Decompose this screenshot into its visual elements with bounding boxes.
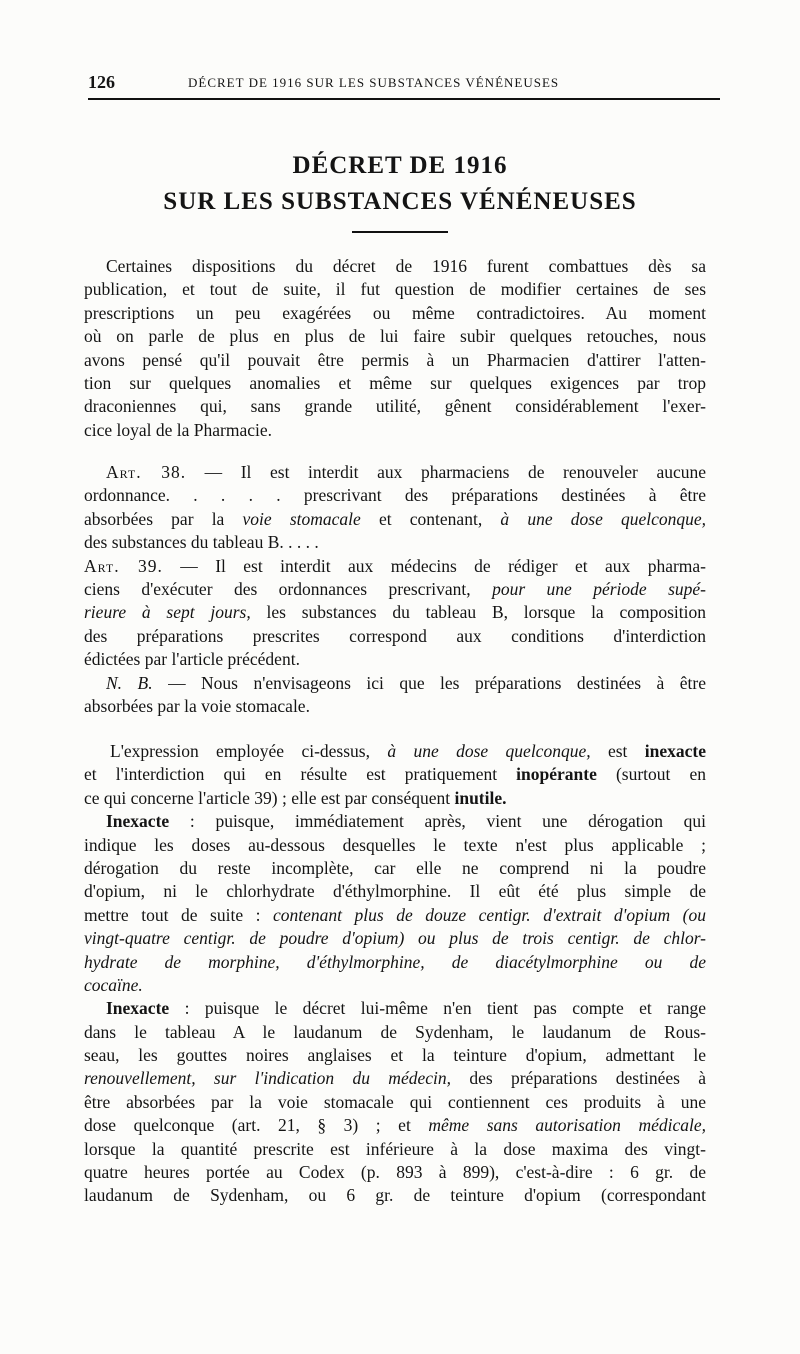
text-line — [106, 810, 706, 833]
text-line — [84, 951, 706, 974]
text-span: — Il est interdit aux médecins de rédiger et aux pharma- — [180, 555, 706, 576]
text-span: des préparations destinées à — [469, 1068, 706, 1089]
text-line: indique les doses au-dessous desquelles le texte n'est plus applicable ; — [84, 834, 706, 855]
text-span: — Il est interdit aux pharmaciens de renouveler aucune — [204, 462, 706, 482]
article-39-label: Art. 39. — [84, 555, 163, 576]
article-39-line — [84, 555, 706, 578]
note-label: N. B. — [106, 672, 153, 693]
note-line — [106, 672, 706, 695]
text-line: draconiennes qui, sans grande utilité, gênent considérablement l'exer- — [84, 396, 706, 417]
text-line — [84, 508, 706, 531]
strong-term: inexacte — [644, 741, 706, 761]
text-span: — Nous n'envisageons ici que les préparations destinées à être — [168, 672, 706, 693]
text-line: absorbées par la voie stomacale. — [84, 695, 310, 716]
text-span: et contenant, — [378, 508, 483, 529]
text-line — [84, 763, 706, 786]
strong-term: inutile. — [454, 787, 507, 808]
text-line: édictées par l'article précédent. — [84, 649, 300, 670]
text-line: des préparations prescrites correspond aux conditions d'interdiction — [84, 625, 706, 646]
strong-term: Inexacte — [106, 811, 170, 832]
chapter-title-line1: DÉCRET DE 1916 — [292, 152, 508, 179]
emphasis: même sans autorisation médicale, — [428, 1115, 706, 1136]
article-38-line — [106, 461, 706, 484]
chapter-title-line2: SUR LES SUBSTANCES VÉNÉNEUSES — [163, 188, 637, 215]
text-line — [110, 740, 706, 763]
text-line: ordonnance. . . . . prescrivant des préparations destinées à être — [84, 485, 706, 506]
text-line: être absorbées par la voie stomacale qui contiennent ces produits à une — [84, 1091, 706, 1112]
text-line — [84, 974, 706, 997]
text-span: L'expression employée ci-dessus, — [110, 741, 370, 761]
text-line: lorsque la quantité prescrite est inférieure à la dose maxima des vingt- — [84, 1138, 706, 1159]
text-line — [84, 1114, 706, 1137]
page-number: 126 — [88, 72, 115, 92]
text-span: (surtout en — [615, 764, 706, 785]
text-line — [84, 787, 706, 810]
text-line: où on parle de plus en plus de lui faire subir quelques retouches, nous — [84, 326, 706, 347]
text-span: ciens d'exécuter des ordonnances prescrivant, — [84, 578, 471, 599]
text-line: tion sur quelques anomalies et même sur quelques exigences par trop — [84, 372, 706, 393]
text-line: laudanum de Sydenham, ou 6 gr. de teinture d'opium (correspondant — [84, 1185, 706, 1206]
running-title: DÉCRET DE 1916 SUR LES SUBSTANCES VÉNÉNEUSES — [188, 75, 560, 90]
strong-term: inopérante — [516, 764, 597, 785]
text-line: quatre heures portée au Codex (p. 893 à 899), c'est-à-dire : 6 gr. de — [84, 1162, 706, 1183]
text-line: avons pensé qu'il pouvait être permis à un Pharmacien d'attirer l'atten- — [84, 349, 706, 370]
discussion-paragraph — [84, 740, 706, 1208]
article-38-label: Art. 38. — [106, 462, 187, 482]
title-divider — [352, 231, 448, 233]
text-line: prescriptions un peu exagérées ou même contradictoires. Au moment — [84, 302, 706, 323]
emphasis: vingt-quatre centigr. de poudre d'opium) ou plus de trois centigr. de chlor- — [84, 928, 706, 949]
emphasis: cocaïne. — [84, 974, 143, 995]
text-line: publication, et tout de suite, il fut question de modifier certaines de ses — [84, 279, 706, 300]
text-line: des substances du tableau B. . . . . — [84, 532, 319, 553]
strong-term: Inexacte — [106, 998, 170, 1019]
text-line — [106, 997, 706, 1020]
text-span: les substances du tableau B, lorsque la composition — [266, 602, 706, 623]
text-span: : puisque, immédiatement après, vient une dérogation qui — [189, 811, 706, 832]
emphasis: hydrate de morphine, d'éthylmorphine, de diacétylmorphine ou de — [84, 951, 706, 972]
text-line — [84, 601, 706, 624]
emphasis: pour une période supé- — [492, 578, 706, 599]
articles-quote — [84, 461, 706, 718]
text-span: est — [607, 741, 628, 761]
emphasis: à une dose quelconque, — [500, 508, 706, 529]
emphasis: contenant plus de douze centigr. d'extrait d'opium (ou — [273, 904, 706, 925]
text-line: cice loyal de la Pharmacie. — [84, 419, 273, 440]
intro-paragraph — [84, 255, 706, 442]
text-span: mettre tout de suite : — [84, 904, 261, 925]
text-line: dérogation du reste incomplète, car elle ne comprend ni la poudre — [84, 857, 706, 878]
text-line: Certaines dispositions du décret de 1916 furent combattues dès sa — [106, 256, 706, 276]
text-line — [84, 1067, 706, 1090]
text-span: : puisque le décret lui-même n'en tient pas compte et range — [184, 998, 706, 1019]
emphasis: voie stomacale — [242, 508, 361, 529]
text-span: et l'interdiction qui en résulte est pratiquement — [84, 764, 498, 785]
text-span: ce qui concerne l'article 39) ; elle est par conséquent — [84, 787, 451, 808]
text-line: seau, les gouttes noires anglaises et la teinture d'opium, admettant le — [84, 1045, 706, 1066]
text-line — [84, 578, 706, 601]
text-span: absorbées par la — [84, 508, 225, 529]
text-line: dans le tableau A le laudanum de Sydenham, le laudanum de Rous- — [84, 1021, 706, 1042]
text-line — [84, 927, 706, 950]
emphasis: à une dose quelconque, — [387, 741, 591, 761]
running-header — [88, 72, 720, 100]
text-line: d'opium, ni le chlorhydrate d'éthylmorphine. Il eût été plus simple de — [84, 881, 706, 902]
text-span: dose quelconque (art. 21, § 3) ; et — [84, 1115, 411, 1136]
emphasis: renouvellement, sur l'indication du médecin, — [84, 1068, 451, 1089]
emphasis: rieure à sept jours, — [84, 602, 251, 623]
text-line — [84, 904, 706, 927]
